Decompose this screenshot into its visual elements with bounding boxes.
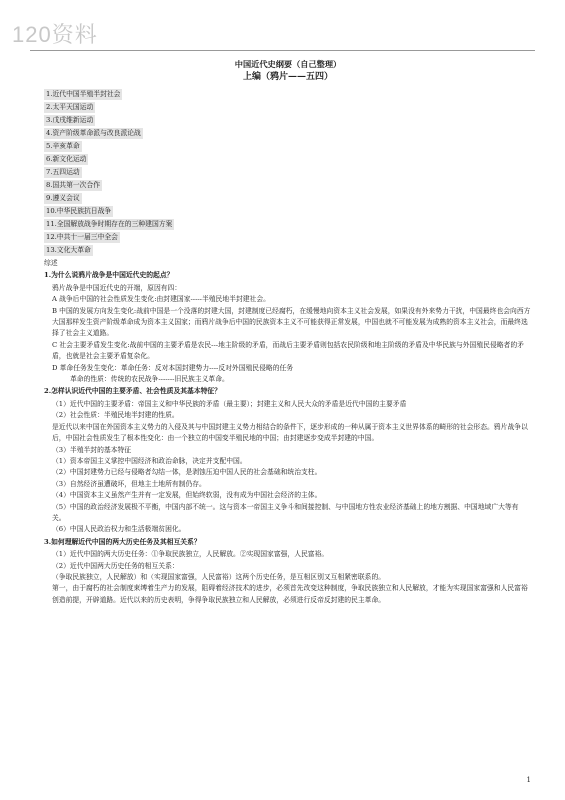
toc-item[interactable]: 9.遵义会议 xyxy=(46,194,80,202)
question-1-heading: 1.为什么说鸦片战争是中国近代史的起点？ xyxy=(44,271,174,280)
toc-item[interactable]: 5.辛亥革命 xyxy=(46,142,80,150)
table-of-contents xyxy=(44,89,532,256)
toc-item[interactable]: 7.五四运动 xyxy=(46,168,80,176)
q2-feature: （3）自然经济虽遭破坏，但地主土地所有制仍存。 xyxy=(52,479,206,488)
q2-feature: （1）资本帝国主义掌控中国经济和政治命脉，决定并支配中国。 xyxy=(52,456,247,465)
q1-point-a: A 战争后中国的社会性质发生变化:由封建国家-----半殖民地半封建社会。 xyxy=(52,295,270,304)
q1-point-d-nature: 革命的性质：传统的农民战争-------旧民族主义革命。 xyxy=(70,375,229,384)
q1-point-d-task: D 革命任务发生变化：革命任务：反对本国封建势力----反对外国殖民侵略的任务 xyxy=(52,363,294,372)
toc-item[interactable]: 10.中华民族抗日战争 xyxy=(46,207,112,215)
q2-main-contradiction: （1）近代中国的主要矛盾：帝国主义和中华民族的矛盾（最主要）；封建主义和人民大众的矛盾是近代中国的主要矛盾 xyxy=(52,399,407,408)
q2-feature: （4）中国资本主义虽然产生并有一定发展，但始终软弱，没有成为中国社会经济的主体。 xyxy=(52,491,322,500)
toc-item[interactable]: 6.新文化运动 xyxy=(46,155,87,163)
document-subtitle: 上编（鸦片——五四） xyxy=(242,72,333,82)
toc-item[interactable]: 11.全国解放战争时期存在的三种建国方案 xyxy=(46,220,173,228)
q3-tasks: （1）近代中国的两大历史任务：①争取民族独立，人民解放。②实现国家富强，人民富裕。 xyxy=(52,550,329,559)
q1-intro: 鸦片战争是中国近代史的开端，原因有四： xyxy=(52,283,182,292)
header-rule xyxy=(30,50,535,51)
page-number: 1 xyxy=(526,776,531,784)
q2-feature: （5）中国的政治经济发展极不平衡，中国内部不统一。这与资本一帝国主义争斗和间接控制、与中国地方性农业经济基础上的地方割据、中国地域广大等有关。 xyxy=(52,502,519,522)
question-3-heading: 3.如何理解近代中国的两大历史任务及其相互关系？ xyxy=(44,537,201,546)
q1-point-c: C 社会主要矛盾发生变化:战前中国的主要矛盾是农民---地主阶级的矛盾，而战后主要矛盾则包括农民阶级和地主阶级的矛盾及中华民族与外国殖民侵略者的矛盾，也就是社会主要矛盾复杂化。 xyxy=(52,340,524,361)
toc-item[interactable]: 13.文化大革命 xyxy=(46,246,91,254)
q3-first-point: 第一，由于腐朽的社会制度束缚着生产力的发展，阻碍着经济技术的进步，必须首先改变这种制度，争取民族独立和人民解放，才能为实现国家富强和人民富裕创造前提，开辟道路。近代以来的历史表明，争得争取民族独立和人民解放，必须进行反帝反封建的民主革命。 xyxy=(52,584,528,604)
q2-feature: （2）中国封建势力已经与侵略者勾结一体，是剥蚀压迫中国人民的社会基础和统治支柱。 xyxy=(52,468,322,477)
watermark-logo: 120资料 xyxy=(12,22,98,47)
toc-item[interactable]: 12.中共十一届三中全会 xyxy=(46,233,118,241)
toc-item[interactable]: 4.资产阶级革命派与改良派论战 xyxy=(46,129,141,137)
toc-item[interactable]: 3.戊戌维新运动 xyxy=(46,116,94,124)
q2-feature: （6）中国人民政治权力和生活极端贫困化。 xyxy=(52,525,186,534)
question-2-heading: 2.怎样认识近代中国的主要矛盾、社会性质及其基本特征？ xyxy=(44,387,222,396)
q1-point-b: B 中国的发展方向发生变化:战前中国是一个没落的封建大国，封建制度已经腐朽，在缓慢地向资本主义社会发展，如果没有外来势力干扰，中国最终也会向西方大国那样发生资产阶级革命成为资本主义国家；而鸦片战争后中国的民族资本主义不可能获得正常发展，中国也就不可能发展为成熟的资本主义社会，而最终选择了社会主义道路。 xyxy=(52,306,531,338)
toc-item[interactable]: 8.国共第一次合作 xyxy=(46,181,101,189)
q2-social-nature: （2）社会性质：半殖民地半封建的性质。 xyxy=(52,411,179,420)
q2-explanation: 是近代以来中国在外国资本主义势力的入侵及其与中国封建主义势力相结合的条件下，逐步形成的一种从属于资本主义世界体系的畸形的社会形态。鸦片战争以后，中国社会性质发生了根本性变化：由一个独立的中国变半殖民地的中国；由封建逐步变成半封建的中国。 xyxy=(52,422,528,443)
toc-item[interactable]: 1.近代中国半殖半封社会 xyxy=(46,90,121,98)
toc-item[interactable]: 2.太平天国运动 xyxy=(46,103,94,111)
document-page xyxy=(44,58,532,606)
q2-features-heading: （3）半殖半封的基本特征 xyxy=(52,445,132,454)
summary-label: 综述 xyxy=(44,259,58,267)
q3-relation-heading: （2）近代中国两大历史任务的相互关系： xyxy=(52,561,179,570)
q3-relation: （争取民族独立，人民解放）和（实现国家富强，人民富裕）这两个历史任务，是互相区别又互相紧密联系的。 xyxy=(52,572,386,581)
document-title: 中国近代史纲要（自己整理） xyxy=(234,59,342,69)
